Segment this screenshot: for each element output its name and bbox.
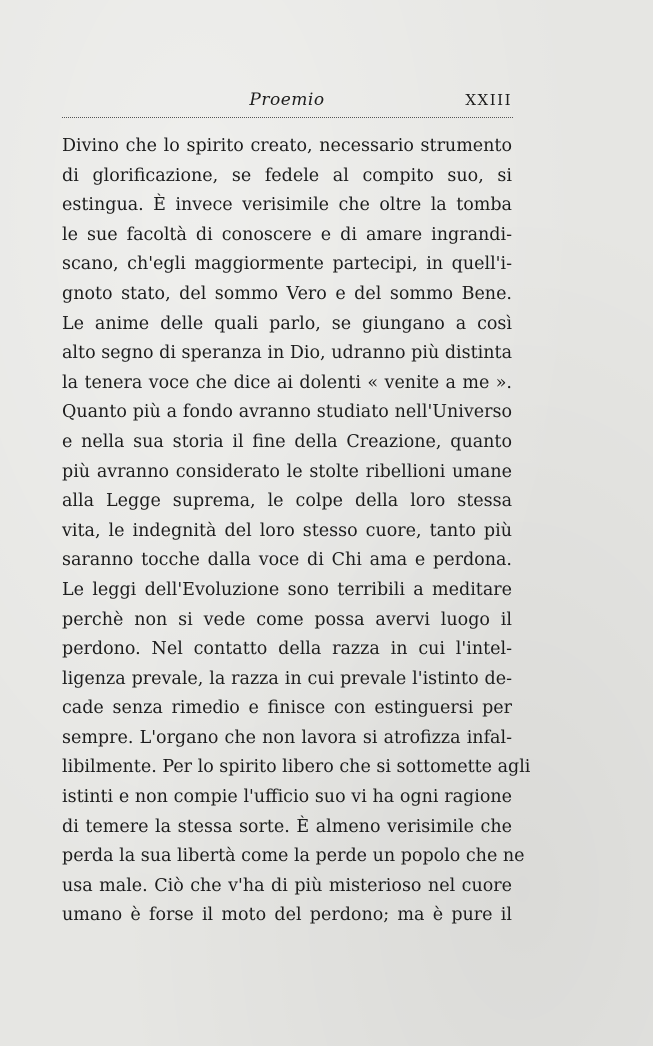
text-line: istinti e non compie l'ufficio suo vi ha ogni ragione (62, 787, 512, 808)
text-line: perdono. Nel contatto della razza in cui l'intel- (62, 639, 512, 660)
text-line: scano, ch'egli maggiormente partecipi, in quell'i- (62, 254, 512, 275)
text-line: gnoto stato, del sommo Vero e del sommo Bene. (62, 283, 512, 304)
text-line: libilmente. Per lo spirito libero che si sottomette agli (62, 757, 531, 778)
text-line: ligenza prevale, la razza in cui prevale l'istinto de- (62, 668, 512, 689)
text-line: estingua. È invece verisimile che oltre la tomba (62, 195, 512, 216)
page-number: XXIII (465, 91, 512, 109)
running-title: Proemio (249, 90, 325, 110)
text-line: vita, le indegnità del loro stesso cuore, tanto più (62, 520, 512, 541)
text-line: perchè non si vede come possa avervi luogo il (62, 609, 512, 630)
text-line: di glorificazione, se fedele al compito suo, si (62, 165, 512, 186)
text-line: e nella sua storia il fine della Creazione, quanto (62, 431, 512, 452)
text-line: le sue facoltà di conoscere e di amare ingrandi- (62, 224, 512, 245)
text-line: alto segno di speranza in Dio, udranno più distinta (62, 343, 512, 364)
text-line: umano è forse il moto del perdono; ma è pure il (62, 905, 512, 926)
text-line: saranno tocche dalla voce di Chi ama e perdona. (62, 550, 512, 571)
text-line: di temere la stessa sorte. È almeno verisimile che (62, 816, 512, 837)
header-rule (62, 117, 513, 118)
text-line: Le leggi dell'Evoluzione sono terribili a meditare (62, 579, 512, 600)
body-text (62, 132, 531, 931)
text-line: più avranno considerato le stolte ribellioni umane (62, 461, 512, 482)
text-line: perda la sua libertà come la perde un popolo che ne (62, 846, 525, 867)
text-line: alla Legge suprema, le colpe della loro stessa (62, 491, 512, 512)
text-line: Quanto più a fondo avranno studiato nell'Universo (62, 402, 512, 423)
text-line: sempre. L'organo che non lavora si atrofizza infal- (62, 727, 512, 748)
text-line: usa male. Ciò che v'ha di più misterioso nel cuore (62, 875, 512, 896)
text-line: Divino che lo spirito creato, necessario strumento (62, 136, 512, 156)
text-line: la tenera voce che dice ai dolenti « venite a me ». (62, 372, 512, 393)
text-line: Le anime delle quali parlo, se giungano a così (62, 313, 512, 334)
running-header (62, 87, 512, 113)
text-line: cade senza rimedio e finisce con estinguersi per (62, 698, 512, 719)
